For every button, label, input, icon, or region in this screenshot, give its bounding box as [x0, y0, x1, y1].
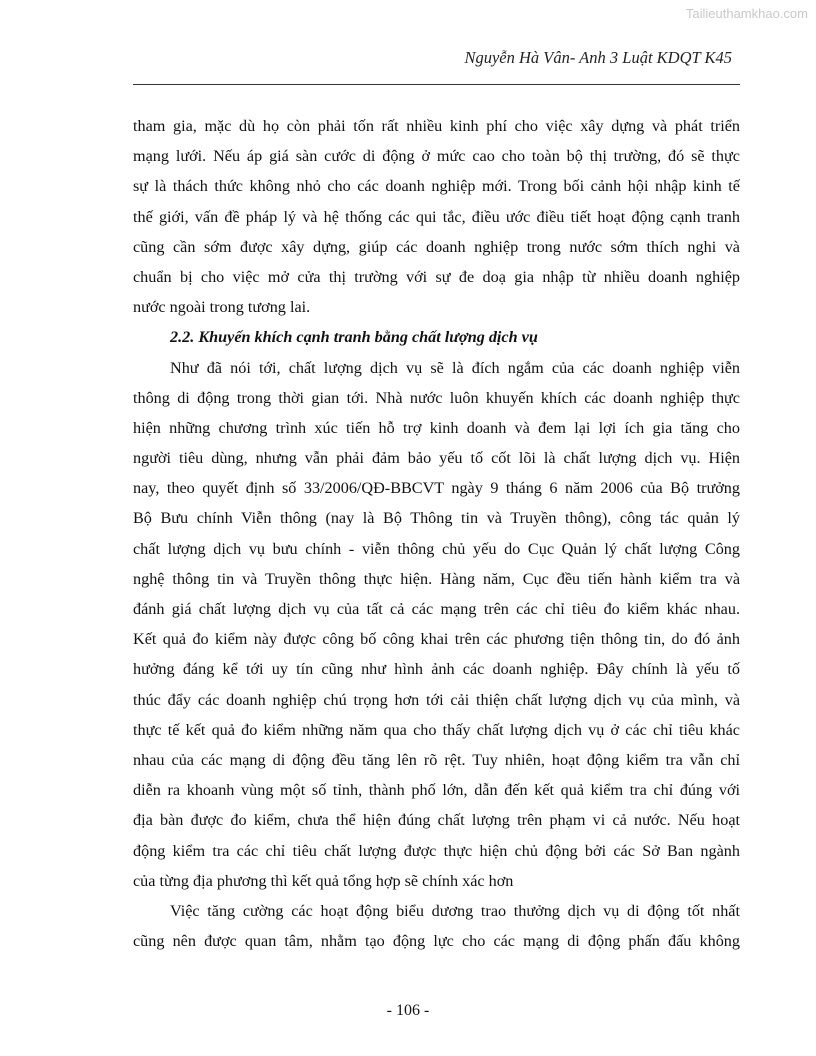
text-line: thế giới, vấn đề pháp lý và hệ thống các qui tắc, điều ước điều tiết hoạt động cạnh tranh: [133, 207, 740, 226]
text-line: nhau của các mạng di động đều tăng lên rõ rệt. Tuy nhiên, hoạt động kiểm tra vẫn chỉ: [133, 750, 740, 769]
text-line: tham gia, mặc dù họ còn phải tốn rất nhiều kinh phí cho việc xây dựng và phát triển: [133, 117, 740, 135]
running-header: Nguyễn Hà Vân- Anh 3 Luật KDQT K45: [464, 48, 732, 67]
text-line: nay, theo quyết định số 33/2006/QĐ-BBCVT ngày 9 tháng 6 năm 2006 của Bộ trưởng: [133, 479, 740, 498]
text-line: cũng cần sớm được xây dựng, giúp các doanh nghiệp trong nước sớm thích nghi và: [133, 237, 740, 256]
header-divider: [133, 84, 740, 85]
text-line: nước ngoài trong tương lai.: [133, 298, 311, 317]
text-line: diễn ra khoanh vùng một số tỉnh, thành phố lớn, dẫn đến kết quả kiểm tra chỉ đúng với: [133, 781, 740, 800]
text-line: mạng lưới. Nếu áp giá sàn cước di động ở mức cao cho toàn bộ thị trường, đó sẽ thực: [133, 147, 740, 166]
paragraph: [133, 896, 740, 956]
text-line: chất lượng dịch vụ bưu chính - viễn thông chủ yếu do Cục Quản lý chất lượng Công: [133, 539, 740, 558]
paragraph: [133, 353, 740, 896]
text-line: nghệ thông tin và Truyền thông thực hiện. Hàng năm, Cục đều tiến hành kiểm tra và: [133, 569, 740, 588]
watermark: Tailieuthamkhao.com: [685, 6, 808, 21]
text-line: Như đã nói tới, chất lượng dịch vụ sẽ là đích ngắm của các doanh nghiệp viễn: [170, 358, 740, 377]
text-line: đánh giá chất lượng dịch vụ của tất cả các mạng trên các chỉ tiêu đo kiểm khác nhau.: [133, 600, 740, 618]
text-line: hiện những chương trình xúc tiến hỗ trợ kinh doanh và đem lại lợi ích gia tăng cho: [133, 418, 740, 437]
text-line: của từng địa phương thì kết quả tổng hợp sẽ chính xác hơn: [133, 871, 514, 890]
text-line: cũng nên được quan tâm, nhằm tạo động lực cho các mạng di động phấn đấu không: [133, 932, 740, 951]
text-line: sự là thách thức không nhỏ cho các doanh nghiệp mới. Trong bối cảnh hội nhập kinh tế: [133, 177, 740, 196]
page-number: - 106 -: [386, 1002, 430, 1019]
text-line: địa bàn được đo kiểm, chưa thể hiện đúng chất lượng trên phạm vi cả nước. Nếu hoạt: [133, 811, 740, 830]
text-line: động kiểm tra các chỉ tiêu chất lượng được thực hiện chủ động bởi các Sở Ban ngành: [133, 841, 740, 860]
text-line: chuẩn bị cho việc mở cửa thị trường với sự đe doạ gia nhập từ nhiều doanh nghiệp: [133, 267, 740, 286]
text-line: Việc tăng cường các hoạt động biểu dương trao thưởng dịch vụ di động tốt nhất: [170, 901, 740, 920]
text-line: Kết quả đo kiểm này được công bố công khai trên các phương tiện thông tin, do đó ảnh: [133, 630, 740, 649]
paragraph: [133, 111, 740, 322]
section-heading: 2.2. Khuyến khích cạnh tranh bằng chất lượng dịch vụ: [170, 328, 538, 347]
text-line: thực tế kết quả đo kiểm những năm qua cho thấy chất lượng dịch vụ ở các chỉ tiêu khác: [133, 720, 740, 739]
document-body: [133, 111, 740, 956]
text-line: hưởng đáng kể tới uy tín cũng như hình ảnh các doanh nghiệp. Đây chính là yếu tố: [133, 660, 740, 679]
text-line: thông di động trong thời gian tới. Nhà nước luôn khuyến khích các doanh nghiệp thực: [133, 388, 740, 407]
text-line: người tiêu dùng, nhưng vẫn phải đảm bảo yếu tố cốt lõi là chất lượng dịch vụ. Hiện: [133, 449, 740, 468]
text-line: Bộ Bưu chính Viễn thông (nay là Bộ Thông tin và Truyền thông), công tác quản lý: [133, 509, 740, 528]
text-line: thúc đẩy các doanh nghiệp chú trọng hơn tới cải thiện chất lượng dịch vụ của mình, và: [133, 690, 740, 709]
